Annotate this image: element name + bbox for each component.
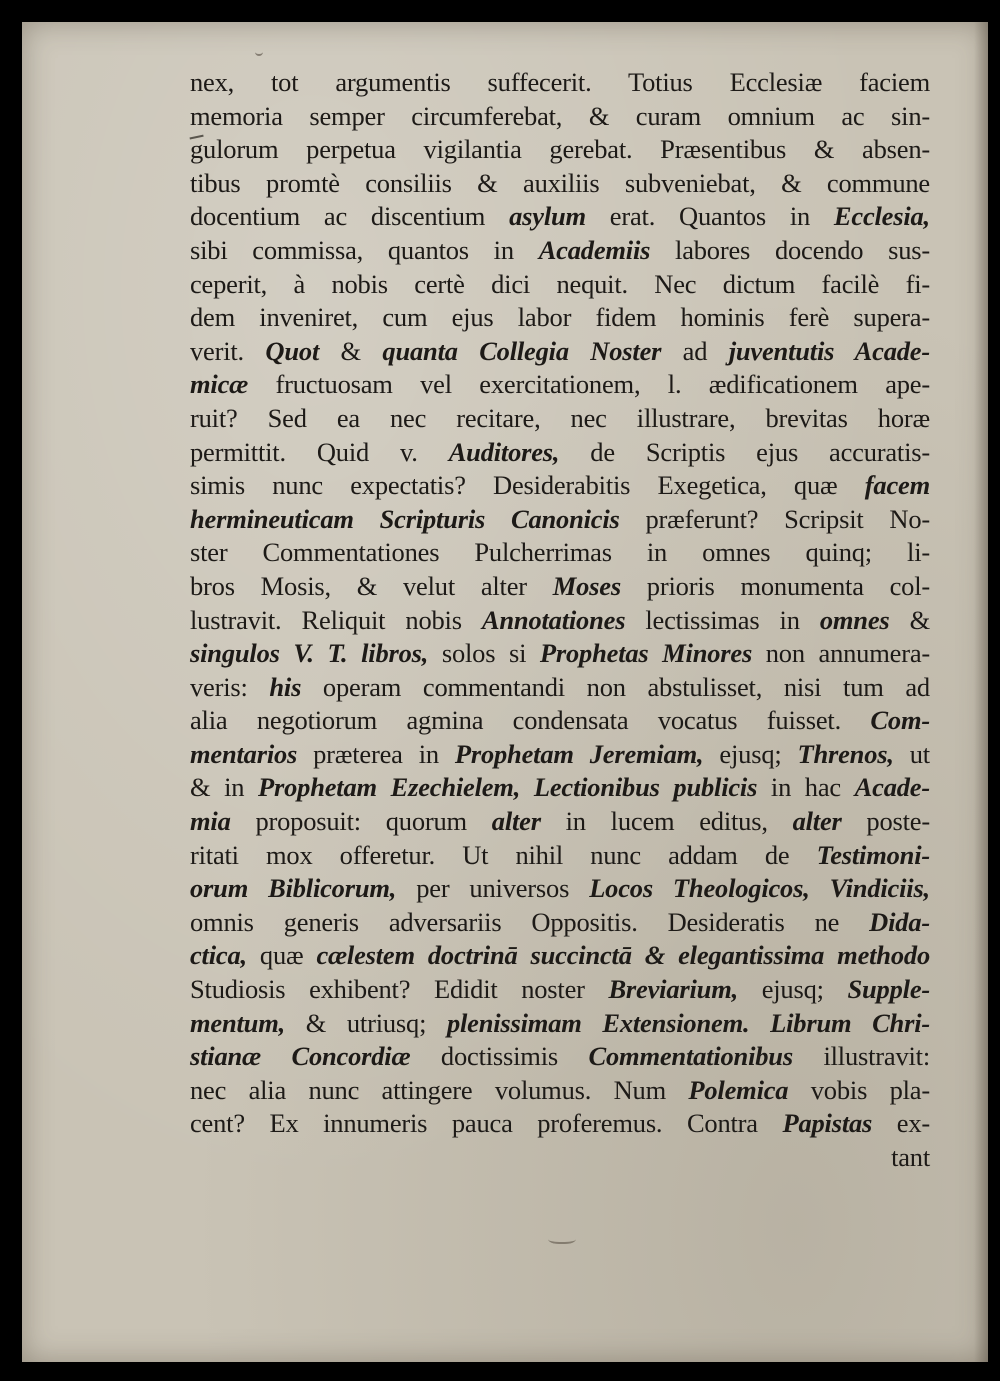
- text-line: [190, 704, 930, 738]
- text-line: [190, 1040, 930, 1074]
- catchword: tant: [891, 1142, 930, 1172]
- text-line: [190, 604, 930, 638]
- text-line: [190, 536, 930, 570]
- text-line: [190, 1007, 930, 1041]
- roman-segment: simis nunc expectatis? Desiderabitis Exegetica, quæ: [190, 470, 865, 501]
- italic-segment: his: [269, 671, 302, 702]
- italic-segment: hermineuticam Scripturis Canonicis: [190, 503, 620, 534]
- roman-segment: ad: [661, 335, 729, 366]
- roman-segment: ejusq;: [703, 738, 798, 769]
- roman-segment: illustravit:: [792, 1041, 930, 1072]
- roman-segment: quæ: [246, 940, 317, 971]
- roman-segment: nec alia nunc attingere volumus. Num: [190, 1074, 689, 1105]
- italic-segment: Dida-: [869, 906, 930, 937]
- italic-segment: alter: [792, 806, 842, 837]
- italic-segment: Annotationes: [481, 604, 626, 635]
- roman-segment: non annumera-: [752, 638, 931, 669]
- roman-segment: &: [319, 335, 383, 366]
- page-edge-shadow: [974, 22, 988, 1362]
- italic-segment: Papistas: [782, 1108, 873, 1139]
- roman-segment: ejusq;: [738, 974, 848, 1005]
- text-line: [190, 469, 930, 503]
- roman-segment: ex-: [872, 1108, 930, 1139]
- roman-segment: ruit? Sed ea nec recitare, nec illustrare, brevitas horæ: [190, 402, 930, 433]
- italic-segment: Academiis: [538, 234, 651, 265]
- roman-segment: doctissimis: [410, 1041, 589, 1072]
- roman-segment: alia negotiorum agmina condensata vocatus fuisset.: [190, 705, 871, 736]
- text-line: [190, 234, 930, 268]
- italic-segment: mentarios: [190, 738, 298, 769]
- text-line: [190, 436, 930, 470]
- text-line: [190, 167, 930, 201]
- text-line: [190, 200, 930, 234]
- italic-segment: Prophetam Ezechielem, Lectionibus publicis: [258, 772, 758, 803]
- ink-mark-bottom: [548, 1232, 576, 1244]
- roman-segment: præterea in: [297, 738, 455, 769]
- roman-segment: memoria semper circumferebat, & curam omnium ac sin-: [190, 100, 930, 131]
- italic-segment: Acade-: [854, 772, 930, 803]
- text-line: [190, 738, 930, 772]
- italic-segment: micæ: [190, 369, 249, 400]
- italic-segment: Ecclesia,: [833, 201, 930, 232]
- roman-segment: cent? Ex innumeris pauca proferemus. Contra: [190, 1108, 783, 1139]
- text-line: [190, 402, 930, 436]
- roman-segment: & in: [190, 772, 258, 803]
- roman-segment: ut: [893, 738, 930, 769]
- roman-segment: lectissimas in: [625, 604, 820, 635]
- text-line: [190, 301, 930, 335]
- italic-segment: omnes: [819, 604, 890, 635]
- italic-segment: ctica,: [190, 940, 247, 971]
- italic-segment: cælestem doctrinā succinctā & elegantissima methodo: [316, 940, 930, 971]
- italic-segment: Supple-: [847, 974, 931, 1005]
- roman-segment: labores docendo sus-: [650, 234, 930, 265]
- roman-segment: sibi commissa, quantos in: [190, 234, 539, 265]
- text-line: [190, 570, 930, 604]
- text-line: [190, 100, 930, 134]
- roman-segment: ritati mox offeretur. Ut nihil nunc addam de: [190, 839, 817, 870]
- italic-segment: Threnos,: [797, 738, 894, 769]
- roman-segment: lustravit. Reliquit nobis: [190, 604, 482, 635]
- italic-segment: Com-: [870, 705, 930, 736]
- italic-segment: Breviarium,: [608, 974, 739, 1005]
- roman-segment: operam commentandi non abstulisset, nisi tum ad: [301, 671, 930, 702]
- text-line: [190, 637, 930, 671]
- text-line: [190, 503, 930, 537]
- italic-segment: Locos Theologicos, Vindiciis,: [589, 873, 930, 904]
- roman-segment: proposuit: quorum: [230, 806, 492, 837]
- text-line: [190, 771, 930, 805]
- text-line: [190, 66, 930, 100]
- latin-text-block: [190, 66, 930, 1175]
- roman-segment: ceperit, à nobis certè dici nequit. Nec dictum facilè fi-: [190, 268, 930, 299]
- italic-segment: facem: [864, 470, 930, 501]
- manuscript-page: [22, 22, 988, 1362]
- italic-segment: juventutis Acade-: [728, 335, 930, 366]
- roman-segment: & utriusq;: [285, 1007, 447, 1038]
- roman-segment: tibus promtè consiliis & auxiliis subveniebat, & commune: [190, 167, 930, 198]
- italic-segment: Prophetam Jeremiam,: [454, 738, 704, 769]
- italic-segment: mentum,: [190, 1007, 286, 1038]
- roman-segment: vobis pla-: [788, 1074, 930, 1105]
- italic-segment: stianæ Concordiæ: [190, 1041, 411, 1072]
- roman-segment: prioris monumenta col-: [620, 570, 930, 601]
- text-line: [190, 839, 930, 873]
- italic-segment: mia: [190, 806, 231, 837]
- roman-segment: in lucem editus,: [540, 806, 793, 837]
- text-line: [190, 939, 930, 973]
- italic-segment: plenissimam Extensionem.: [446, 1007, 750, 1038]
- roman-segment: omnis generis adversariis Oppositis. Desideratis ne: [190, 906, 870, 937]
- roman-segment: erat. Quantos in: [585, 201, 834, 232]
- italic-segment: orum Biblicorum,: [190, 873, 397, 904]
- text-line: [190, 671, 930, 705]
- text-line: [190, 368, 930, 402]
- italic-segment: alter: [491, 806, 541, 837]
- roman-segment: dem inveniret, cum ejus labor fidem hominis ferè supera-: [190, 302, 930, 333]
- roman-segment: bros Mosis, & velut alter: [190, 570, 553, 601]
- italic-segment: Commentationibus: [588, 1041, 793, 1072]
- roman-segment: veris:: [190, 671, 270, 702]
- italic-segment: Quot: [265, 335, 320, 366]
- roman-segment: de Scriptis ejus accuratis-: [559, 436, 930, 467]
- italic-segment: quanta Collegia Noster: [382, 335, 662, 366]
- text-line: [190, 133, 930, 167]
- roman-segment: fructuosam vel exercitationem, l. ædificationem ape-: [248, 369, 930, 400]
- italic-segment: Polemica: [688, 1074, 789, 1105]
- roman-segment: docentium ac discentium: [190, 201, 510, 232]
- text-line: [190, 268, 930, 302]
- italic-segment: asylum: [509, 201, 586, 232]
- roman-segment: per universos: [396, 873, 590, 904]
- roman-segment: [749, 1008, 770, 1038]
- roman-segment: &: [889, 604, 930, 635]
- roman-segment: Studiosis exhibent? Edidit noster: [190, 974, 609, 1005]
- italic-segment: Testimoni-: [816, 839, 930, 870]
- roman-segment: poste-: [841, 806, 930, 837]
- text-line: [190, 973, 930, 1007]
- text-line: [190, 1074, 930, 1108]
- text-line: [190, 906, 930, 940]
- roman-segment: in hac: [757, 772, 855, 803]
- italic-segment: Auditores,: [448, 436, 560, 467]
- italic-segment: Prophetas Minores: [539, 638, 753, 669]
- italic-segment: Librum Chri-: [770, 1007, 930, 1038]
- roman-segment: ster Commentationes Pulcherrimas in omnes quinq; li-: [190, 537, 930, 568]
- text-line: [190, 335, 930, 369]
- roman-segment: verit.: [190, 335, 266, 366]
- roman-segment: nex, tot argumentis suffecerit. Totius Ecclesiæ faciem: [190, 67, 930, 97]
- text-line: [190, 1107, 930, 1141]
- text-line: [190, 872, 930, 906]
- roman-segment: solos si: [428, 638, 540, 669]
- roman-segment: præferunt? Scripsit No-: [619, 503, 930, 534]
- ink-mark-top: [255, 48, 263, 56]
- roman-segment: permittit. Quid v.: [190, 436, 449, 467]
- text-line: [190, 805, 930, 839]
- italic-segment: singulos V. T. libros,: [190, 638, 429, 669]
- roman-segment: gulorum perpetua vigilantia gerebat. Præsentibus & absen-: [190, 134, 930, 165]
- italic-segment: Moses: [552, 570, 621, 601]
